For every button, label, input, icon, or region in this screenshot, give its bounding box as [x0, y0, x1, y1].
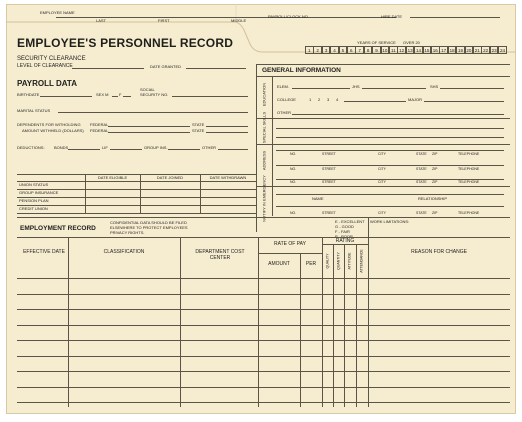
year-box-2: 2 [313, 46, 322, 54]
employment-row-line [17, 356, 510, 357]
year-box-13: 13 [407, 48, 413, 53]
rating-attitude-label: ATTITUDE [347, 252, 352, 270]
sex-label: SEX M [96, 92, 109, 97]
deductions-label: DEDUCTIONS: [17, 145, 45, 150]
amount-header: AMOUNT [268, 261, 290, 267]
address-col-zip: ZIP [432, 152, 438, 156]
per-header: PER [305, 261, 317, 267]
jhs-label: JHS [352, 84, 360, 89]
effective-date-header: EFFECTIVE DATE [23, 249, 65, 255]
amount-withheld-label: AMOUNT WITHHELD (DOLLARS) [22, 128, 84, 133]
college-year-1: 1 [309, 97, 312, 102]
employee-name-label: EMPLOYEE NAME [40, 10, 75, 15]
shs-label: SHS [430, 84, 439, 89]
rating-key-good: G - GOOD [335, 224, 354, 229]
address-col-street: STREET [322, 152, 336, 156]
address-side-label: ADDRESS [261, 150, 267, 171]
other-deduction-label: OTHER [202, 145, 216, 150]
address-col-zip: ZIP [432, 167, 438, 171]
form-title: EMPLOYEE'S PERSONNEL RECORD [17, 36, 234, 50]
address-col-city: CITY [378, 211, 386, 215]
group-insurance-row: GROUP INSURANCE [19, 190, 59, 195]
rating-key-poor: P - POOR [335, 234, 353, 239]
education-side-label: EDUCATION [261, 82, 267, 107]
year-box-3: 3 [322, 46, 331, 54]
first-label: FIRST [158, 18, 170, 23]
address-col-street: STREET [322, 167, 336, 171]
address-col-telephone: TELEPHONE [458, 152, 480, 156]
emergency-name-label: NAME [312, 196, 324, 201]
address-col-no: NO. [290, 211, 297, 215]
address-col-state: STATE [416, 167, 427, 171]
rate-of-pay-header: RATE OF PAY [274, 241, 306, 247]
general-information-heading: GENERAL INFORMATION [262, 67, 341, 74]
group-ins-label: GROUP INS. [144, 145, 168, 150]
address-col-street: STREET [322, 211, 336, 215]
date-joined-header: DATE JOINED [156, 175, 184, 180]
address-col-city: CITY [378, 180, 386, 184]
year-box-15: 15 [424, 48, 430, 53]
address-col-street: STREET [322, 180, 336, 184]
marital-status-label: MARITAL STATUS [17, 108, 51, 113]
over-20-label: OVER 20 [403, 40, 420, 45]
year-box-6: 6 [347, 46, 356, 54]
major-label: MAJOR [408, 97, 422, 102]
classification-header: CLASSIFICATION [103, 249, 145, 255]
birthdate-label: BIRTHDATE [17, 92, 40, 97]
address-col-telephone: TELEPHONE [458, 167, 480, 171]
confidential-line-2: ELSEWHERE TO PROTECT EMPLOYEES [110, 225, 188, 230]
reason-for-change-header: REASON FOR CHANGE [411, 249, 467, 255]
employment-row-line [17, 340, 510, 341]
rating-quantity-label: QUANTITY [336, 252, 341, 270]
year-box-23: 23 [491, 48, 497, 53]
rating-header: RATING [335, 238, 355, 244]
employment-row-line [17, 294, 510, 295]
rating-key-excellent: E - EXCELLENT [335, 219, 365, 224]
employment-record-heading: EMPLOYMENT RECORD [20, 225, 96, 232]
state-label-1: STATE [192, 122, 205, 127]
rating-quality-label: QUALITY [325, 253, 330, 269]
year-box-24: 24 [499, 48, 505, 53]
pension-plan-row: PENSION PLAN [19, 198, 49, 203]
other-education-label: OTHER [277, 110, 291, 115]
year-box-20: 20 [466, 48, 472, 53]
union-status-row: UNION STATUS [19, 182, 49, 187]
address-col-no: NO. [290, 167, 297, 171]
elem-label: ELEM. [277, 84, 290, 89]
address-col-telephone: TELEPHONE [458, 180, 480, 184]
dependents-label: DEPENDENTS FOR WITHOLDING [17, 122, 81, 127]
department-header: DEPARTMENT COST CENTER [195, 249, 245, 261]
middle-label: MIDDLE [231, 18, 247, 23]
years-of-service-label: YEARS OF SERVICE [357, 40, 396, 45]
year-box-8: 8 [364, 46, 373, 54]
special-skills-side-label: SPECIAL SKILLS [261, 111, 267, 144]
hire-date-label: HIRE DATE [381, 14, 403, 19]
address-col-no: NO. [290, 152, 297, 156]
date-withdrawn-header: DATE WITHDRAWN [209, 175, 247, 180]
confidential-line-1: CONFIDENTIAL DATA SHOULD BE FILED [110, 220, 187, 225]
emergency-side-label: NOTIFY IN EMERGENCY [261, 175, 267, 222]
security-no-label: SECURITY NO. [140, 92, 169, 97]
college-year-3: 3 [327, 97, 330, 102]
employment-row-line [17, 371, 510, 372]
last-label: LAST [96, 18, 107, 23]
level-of-clearance-label: LEVEL OF CLEARANCE [17, 63, 73, 69]
employment-row-line [17, 402, 510, 403]
confidential-line-3: PRIVACY RIGHTS. [110, 230, 145, 235]
payroll-data-heading: PAYROLL DATA [17, 79, 78, 88]
address-col-telephone: TELEPHONE [458, 211, 480, 215]
address-col-state: STATE [416, 180, 427, 184]
bonds-label: BONDS [54, 145, 69, 150]
payroll-clock-label: PAYROLL/CLOCK NO. [268, 14, 309, 19]
year-box-22: 22 [483, 48, 489, 53]
year-box-18: 18 [449, 48, 455, 53]
employment-row-line [17, 325, 510, 326]
lif-label: LIF [102, 145, 108, 150]
rating-attendance-label: ATTENDANCE [359, 249, 364, 273]
address-col-zip: ZIP [432, 211, 438, 215]
year-box-10: 10 [382, 48, 388, 53]
social-label: SOCIAL [140, 87, 155, 92]
sex-f-label: F [119, 92, 122, 97]
address-col-state: STATE [416, 152, 427, 156]
year-box-5: 5 [339, 46, 348, 54]
address-col-no: NO. [290, 180, 297, 184]
year-box-12: 12 [399, 48, 405, 53]
year-box-14: 14 [415, 48, 421, 53]
rating-key-fair: F - FAIR [335, 229, 350, 234]
year-box-16: 16 [432, 48, 438, 53]
federal-label-2: FEDERAL [90, 128, 109, 133]
date-eligible-header: DATE ELIGIBLE [97, 175, 128, 180]
federal-label-1: FEDERAL [90, 122, 109, 127]
year-box-11: 11 [390, 48, 396, 53]
work-limitations-label: WORK LIMITATIONS: [370, 219, 410, 224]
credit-union-row: CREDIT UNION [19, 206, 48, 211]
security-clearance-label: SECURITY CLEARANCE [17, 56, 86, 62]
year-box-9: 9 [372, 46, 381, 54]
year-box-4: 4 [330, 46, 339, 54]
college-year-2: 2 [318, 97, 321, 102]
address-col-state: STATE [416, 211, 427, 215]
employment-row-line [17, 387, 510, 388]
college-label: COLLEGE [277, 97, 296, 102]
state-label-2: STATE [192, 128, 205, 133]
year-box-1: 1 [305, 46, 314, 54]
folder-tab-edge [6, 4, 516, 64]
year-box-7: 7 [355, 46, 364, 54]
address-col-zip: ZIP [432, 180, 438, 184]
college-year-4: 4 [336, 97, 339, 102]
address-col-city: CITY [378, 167, 386, 171]
year-box-21: 21 [474, 48, 480, 53]
address-col-city: CITY [378, 152, 386, 156]
employment-row-line [17, 309, 510, 310]
relationship-label: RELATIONSHIP [418, 196, 448, 201]
year-box-19: 19 [457, 48, 463, 53]
date-granted-label: DATE GRANTED [150, 64, 182, 69]
year-box-17: 17 [441, 48, 447, 53]
